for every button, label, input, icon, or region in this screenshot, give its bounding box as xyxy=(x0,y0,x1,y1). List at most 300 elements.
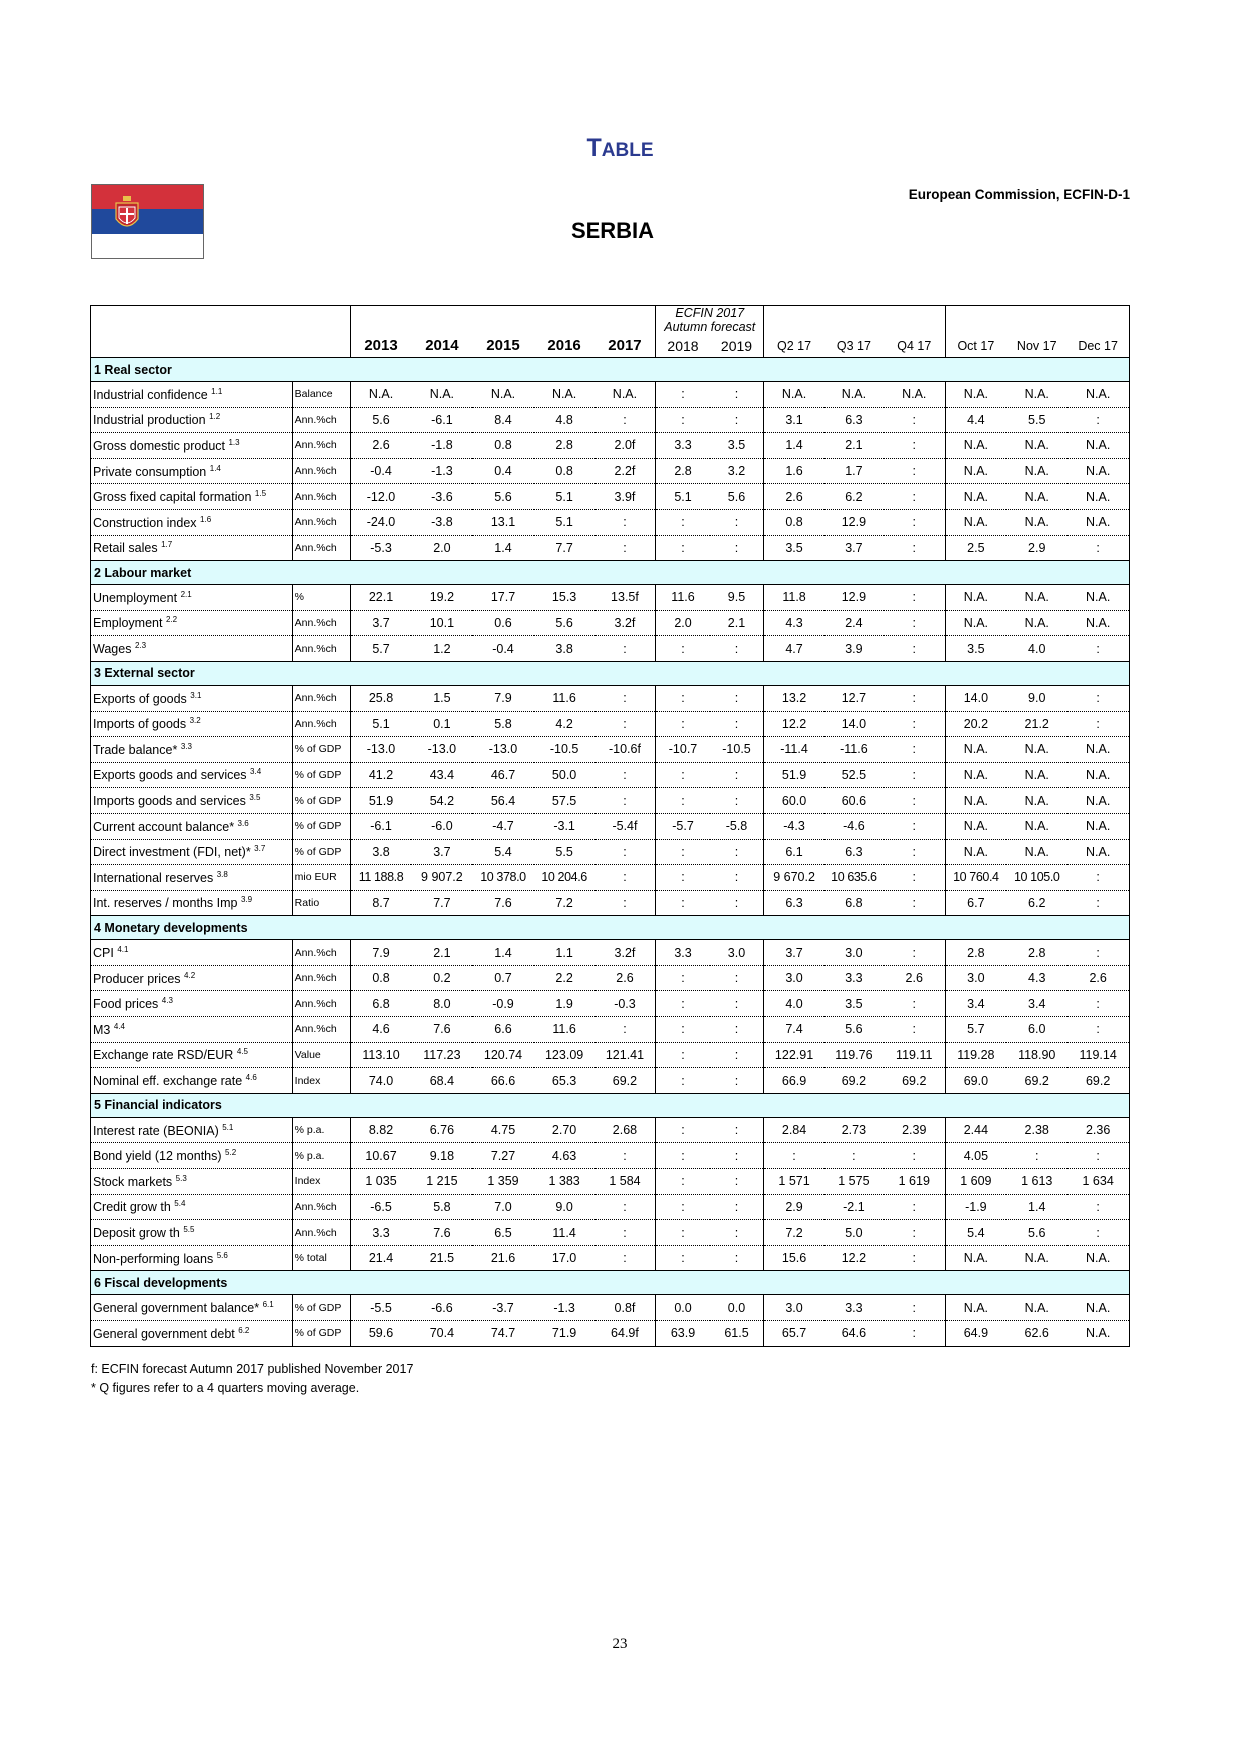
row-footnote-ref: 4.3 xyxy=(161,996,173,1006)
table-cell: : xyxy=(656,407,710,433)
column-header: Q4 17 xyxy=(897,338,932,353)
table-cell: : xyxy=(884,940,945,966)
table-cell: : xyxy=(710,407,764,433)
table-cell: 2.8 xyxy=(656,458,710,484)
row-unit: % of GDP xyxy=(292,1295,350,1321)
table-cell: : xyxy=(1067,991,1129,1017)
column-header: 2018 xyxy=(656,334,710,358)
section-title: 1 Real sector xyxy=(91,358,1130,382)
table-cell: : xyxy=(710,1194,764,1220)
table-cell: 50.0 xyxy=(534,762,595,788)
table-cell: : xyxy=(595,1194,656,1220)
table-cell: 3.9f xyxy=(595,484,656,510)
table-row xyxy=(91,788,1130,814)
row-unit: Balance xyxy=(292,382,350,408)
table-cell: 3.4 xyxy=(945,991,1006,1017)
row-label-text: Retail sales xyxy=(93,541,158,556)
table-cell: 6.76 xyxy=(411,1117,472,1143)
row-unit: Ann.%ch xyxy=(292,610,350,636)
section-title: 5 Financial indicators xyxy=(91,1093,1130,1117)
table-cell: -10.6f xyxy=(595,737,656,763)
table-cell: 66.6 xyxy=(472,1068,533,1094)
table-cell: 7.9 xyxy=(472,685,533,711)
column-header: 2016 xyxy=(547,337,581,354)
table-cell: N.A. xyxy=(945,1295,1006,1321)
table-cell: : xyxy=(595,407,656,433)
table-cell: -1.8 xyxy=(411,433,472,459)
table-cell: 3.7 xyxy=(411,839,472,865)
section-header xyxy=(91,1093,1130,1117)
row-unit: Ratio xyxy=(292,890,350,916)
table-cell: 119.11 xyxy=(884,1042,945,1068)
table-cell: : xyxy=(710,382,764,408)
table-cell: 7.2 xyxy=(764,1220,824,1246)
table-cell: : xyxy=(1067,1017,1129,1043)
table-cell: N.A. xyxy=(945,484,1006,510)
table-cell: : xyxy=(656,965,710,991)
table-cell: 6.5 xyxy=(472,1220,533,1246)
row-footnote-ref: 5.1 xyxy=(222,1122,234,1132)
table-cell: N.A. xyxy=(945,585,1006,611)
table-cell: 6.3 xyxy=(764,890,824,916)
header-blank xyxy=(472,306,533,335)
table-cell: 21.5 xyxy=(411,1245,472,1271)
table-cell: 3.4 xyxy=(1006,991,1067,1017)
table-cell: 2.8 xyxy=(534,433,595,459)
header-blank xyxy=(534,306,595,335)
table-cell: : xyxy=(1067,890,1129,916)
table-cell: 0.0 xyxy=(656,1295,710,1321)
table-cell: 0.0 xyxy=(710,1295,764,1321)
table-cell: 57.5 xyxy=(534,788,595,814)
row-label-text: Trade balance* xyxy=(93,743,178,757)
table-cell: 119.14 xyxy=(1067,1042,1129,1068)
row-unit: Index xyxy=(292,1169,350,1195)
table-cell: 0.7 xyxy=(472,965,533,991)
table-cell: -5.3 xyxy=(350,535,411,561)
table-cell: 3.5 xyxy=(764,535,824,561)
table-cell: 8.4 xyxy=(472,407,533,433)
page-number: 23 xyxy=(612,1636,628,1652)
table-cell: -6.5 xyxy=(350,1194,411,1220)
table-row xyxy=(91,813,1130,839)
row-footnote-ref: 3.2 xyxy=(189,716,201,726)
table-cell: -3.8 xyxy=(411,509,472,535)
table-cell: 2.38 xyxy=(1006,1117,1067,1143)
table-row xyxy=(91,839,1130,865)
table-cell: : xyxy=(884,433,945,459)
table-cell: 43.4 xyxy=(411,762,472,788)
table-cell: 2.44 xyxy=(945,1117,1006,1143)
row-unit: Ann.%ch xyxy=(292,636,350,662)
table-cell: -10.5 xyxy=(710,737,764,763)
table-cell: 6.8 xyxy=(824,890,884,916)
column-header: Q2 17 xyxy=(764,334,824,358)
table-cell: 65.7 xyxy=(764,1321,824,1347)
row-label-text: Non-performing loans xyxy=(93,1251,214,1266)
table-cell: : xyxy=(884,1295,945,1321)
table-cell: 59.6 xyxy=(350,1321,411,1347)
table-cell: 2.6 xyxy=(884,965,945,991)
table-row xyxy=(91,1068,1130,1094)
column-header: Oct 17 xyxy=(945,334,1006,358)
table-cell: 12.2 xyxy=(764,711,824,737)
table-cell: : xyxy=(595,535,656,561)
table-row xyxy=(91,711,1130,737)
table-cell: 17.7 xyxy=(472,585,533,611)
row-unit: Ann.%ch xyxy=(292,407,350,433)
table-cell: : xyxy=(884,1245,945,1271)
table-cell: 3.0 xyxy=(710,940,764,966)
table-cell: 3.7 xyxy=(824,535,884,561)
table-row xyxy=(91,509,1130,535)
table-cell: : xyxy=(884,610,945,636)
table-cell: : xyxy=(710,991,764,1017)
page-heading xyxy=(0,134,1240,163)
table-cell: -3.7 xyxy=(472,1295,533,1321)
table-cell: 2.36 xyxy=(1067,1117,1129,1143)
table-cell: : xyxy=(1067,407,1129,433)
column-header: 2013 xyxy=(350,334,411,358)
row-label xyxy=(91,1220,293,1246)
table-cell: 69.2 xyxy=(824,1068,884,1094)
table-cell: 3.5 xyxy=(945,636,1006,662)
row-label-text: Producer prices xyxy=(93,971,181,986)
country-title: SERBIA xyxy=(570,218,655,243)
row-label-text: Industrial production xyxy=(93,413,206,428)
row-footnote-ref: 3.8 xyxy=(216,869,228,879)
row-label xyxy=(91,610,293,636)
table-cell: 56.4 xyxy=(472,788,533,814)
table-cell: 68.4 xyxy=(411,1068,472,1094)
table-row xyxy=(91,1245,1130,1271)
table-cell: : xyxy=(595,685,656,711)
table-cell: N.A. xyxy=(1067,1245,1129,1271)
row-label-text: Imports of goods xyxy=(93,717,187,732)
header-blank xyxy=(91,334,293,358)
table-row xyxy=(91,484,1130,510)
table-cell: 5.1 xyxy=(350,711,411,737)
table-cell: : xyxy=(656,1169,710,1195)
table-cell: 8.7 xyxy=(350,890,411,916)
row-unit: Ann.%ch xyxy=(292,991,350,1017)
table-cell: 1.4 xyxy=(472,940,533,966)
table-cell: 7.6 xyxy=(411,1017,472,1043)
table-cell: : xyxy=(656,535,710,561)
table-cell: : xyxy=(595,1220,656,1246)
table-cell: 21.6 xyxy=(472,1245,533,1271)
row-label-text: Nominal eff. exchange rate xyxy=(93,1074,243,1089)
table-cell: -0.4 xyxy=(472,636,533,662)
table-cell: : xyxy=(710,636,764,662)
table-cell: 60.0 xyxy=(764,788,824,814)
table-cell: : xyxy=(884,535,945,561)
table-cell: 2.8 xyxy=(945,940,1006,966)
table-cell: N.A. xyxy=(1067,433,1129,459)
table-cell: 10.67 xyxy=(350,1143,411,1169)
table-cell: : xyxy=(1006,1143,1067,1169)
table-bottom-border xyxy=(91,1346,1130,1347)
table-cell: 6.2 xyxy=(1006,890,1067,916)
row-label xyxy=(91,1068,293,1094)
table-cell: 12.7 xyxy=(824,685,884,711)
table-cell: 0.8 xyxy=(764,509,824,535)
table-row xyxy=(91,1017,1130,1043)
row-label xyxy=(91,382,293,408)
row-unit: % xyxy=(292,585,350,611)
table-cell: 20.2 xyxy=(945,711,1006,737)
table-cell: 2.6 xyxy=(595,965,656,991)
table-cell: -5.5 xyxy=(350,1295,411,1321)
table-cell: : xyxy=(710,711,764,737)
table-cell: N.A. xyxy=(1006,762,1067,788)
table-cell: : xyxy=(656,1017,710,1043)
table-cell: 3.3 xyxy=(824,965,884,991)
table-cell: 119.28 xyxy=(945,1042,1006,1068)
table-cell: 1.4 xyxy=(1006,1194,1067,1220)
table-cell: -5.8 xyxy=(710,813,764,839)
table-cell: : xyxy=(1067,535,1129,561)
table-cell: N.A. xyxy=(1067,788,1129,814)
row-label-text: Exports of goods xyxy=(93,691,187,706)
table-cell: 5.8 xyxy=(411,1194,472,1220)
heading-initial: T xyxy=(586,134,602,162)
table-cell: 10.1 xyxy=(411,610,472,636)
row-unit: % total xyxy=(292,1245,350,1271)
table-row xyxy=(91,685,1130,711)
table-cell: 121.41 xyxy=(595,1042,656,1068)
row-footnote-ref: 1.2 xyxy=(209,412,221,422)
row-label-text: Interest rate (BEONIA) xyxy=(93,1123,219,1138)
table-cell: 0.8 xyxy=(350,965,411,991)
table-cell: : xyxy=(595,839,656,865)
table-cell: 1.7 xyxy=(824,458,884,484)
table-row xyxy=(91,1143,1130,1169)
table-cell: 7.7 xyxy=(411,890,472,916)
row-footnote-ref: 1.1 xyxy=(211,386,223,396)
table-cell: 5.1 xyxy=(656,484,710,510)
table-cell: N.A. xyxy=(945,762,1006,788)
table-row xyxy=(91,1117,1130,1143)
table-cell: 0.6 xyxy=(472,610,533,636)
table-cell: 12.2 xyxy=(824,1245,884,1271)
table-cell: 2.6 xyxy=(764,484,824,510)
row-label-text: General government debt xyxy=(93,1326,235,1341)
table-cell: 65.3 xyxy=(534,1068,595,1094)
row-label-text: Credit grow th xyxy=(93,1200,171,1215)
table-cell: : xyxy=(656,509,710,535)
table-cell: N.A. xyxy=(1006,610,1067,636)
row-unit: Ann.%ch xyxy=(292,458,350,484)
table-cell: 2.1 xyxy=(824,433,884,459)
table-cell: : xyxy=(595,711,656,737)
table-cell: 2.6 xyxy=(1067,965,1129,991)
table-cell: 5.6 xyxy=(350,407,411,433)
table-cell: : xyxy=(710,685,764,711)
table-row xyxy=(91,433,1130,459)
table-cell: N.A. xyxy=(1067,813,1129,839)
table-cell: N.A. xyxy=(1067,585,1129,611)
table-cell: 3.1 xyxy=(764,407,824,433)
table-cell: 10 378.0 xyxy=(472,865,533,891)
row-footnote-ref: 4.6 xyxy=(245,1072,257,1082)
table-cell: 4.8 xyxy=(534,407,595,433)
table-cell: 4.2 xyxy=(534,711,595,737)
row-footnote-ref: 1.5 xyxy=(254,489,267,499)
table-cell: 69.2 xyxy=(1006,1068,1067,1094)
table-cell: 117.23 xyxy=(411,1042,472,1068)
table-cell: : xyxy=(710,1068,764,1094)
row-label xyxy=(91,1117,293,1143)
row-label xyxy=(91,737,293,763)
table-cell: 74.0 xyxy=(350,1068,411,1094)
row-label-text: Exchange rate RSD/EUR xyxy=(93,1048,234,1063)
table-cell: 1.4 xyxy=(472,535,533,561)
table-cell: : xyxy=(884,1143,945,1169)
table-cell: : xyxy=(1067,1220,1129,1246)
table-cell: N.A. xyxy=(1067,382,1129,408)
table-cell: 5.6 xyxy=(710,484,764,510)
flag-red-stripe xyxy=(92,185,203,209)
table-cell: 1 619 xyxy=(884,1169,945,1195)
row-label xyxy=(91,585,293,611)
row-footnote-ref: 4.1 xyxy=(117,945,129,954)
table-cell: 10 635.6 xyxy=(824,865,884,891)
table-cell: 1 634 xyxy=(1067,1169,1129,1195)
table-cell: : xyxy=(710,1220,764,1246)
table-cell: 64.6 xyxy=(824,1321,884,1347)
table-cell: : xyxy=(656,865,710,891)
table-cell: 9.0 xyxy=(1006,685,1067,711)
table-cell: : xyxy=(656,1068,710,1094)
table-cell: : xyxy=(764,1143,824,1169)
table-cell: : xyxy=(656,1117,710,1143)
table-cell: : xyxy=(710,1245,764,1271)
row-footnote-ref: 3.9 xyxy=(240,895,253,905)
table-cell: 10 204.6 xyxy=(534,865,595,891)
table-cell: -0.9 xyxy=(472,991,533,1017)
table-cell: 17.0 xyxy=(534,1245,595,1271)
row-label-text: CPI xyxy=(93,946,114,961)
row-unit: % of GDP xyxy=(292,813,350,839)
table-cell: 2.84 xyxy=(764,1117,824,1143)
table-cell: : xyxy=(884,509,945,535)
table-cell: : xyxy=(656,1194,710,1220)
table-cell: : xyxy=(884,813,945,839)
table-cell: : xyxy=(710,535,764,561)
row-footnote-ref: 4.2 xyxy=(184,970,196,980)
table-cell: : xyxy=(884,762,945,788)
table-cell: -5.4f xyxy=(595,813,656,839)
table-cell: N.A. xyxy=(945,813,1006,839)
table-cell: 52.5 xyxy=(824,762,884,788)
forecast-title-line1: ECFIN 2017 xyxy=(675,306,745,320)
table-cell: : xyxy=(1067,636,1129,662)
table-cell: 9.0 xyxy=(534,1194,595,1220)
table-row xyxy=(91,965,1130,991)
table-cell: N.A. xyxy=(945,433,1006,459)
table-cell: 64.9 xyxy=(945,1321,1006,1347)
table-cell: : xyxy=(884,1321,945,1347)
row-label xyxy=(91,685,293,711)
table-row xyxy=(91,1295,1130,1321)
table-cell: N.A. xyxy=(945,788,1006,814)
table-cell: 4.63 xyxy=(534,1143,595,1169)
table-cell: : xyxy=(1067,940,1129,966)
table-cell: 11.8 xyxy=(764,585,824,611)
column-header: 2015 xyxy=(486,337,520,354)
table-cell: 6.8 xyxy=(350,991,411,1017)
row-unit: Ann.%ch xyxy=(292,535,350,561)
table-cell: 1 575 xyxy=(824,1169,884,1195)
table-cell: 6.2 xyxy=(824,484,884,510)
row-label xyxy=(91,433,293,459)
table-cell: -1.3 xyxy=(534,1295,595,1321)
table-cell: 6.6 xyxy=(472,1017,533,1043)
table-cell: 19.2 xyxy=(411,585,472,611)
table-cell: 3.3 xyxy=(656,940,710,966)
table-cell: 3.3 xyxy=(656,433,710,459)
table-cell: 6.3 xyxy=(824,407,884,433)
row-footnote-ref: 1.3 xyxy=(228,437,240,447)
table-cell: 1 609 xyxy=(945,1169,1006,1195)
table-cell: : xyxy=(884,788,945,814)
table-cell: 41.2 xyxy=(350,762,411,788)
table-cell: : xyxy=(656,788,710,814)
table-cell: 5.7 xyxy=(945,1017,1006,1043)
row-label xyxy=(91,1169,293,1195)
table-cell: : xyxy=(710,1143,764,1169)
table-cell: -13.0 xyxy=(350,737,411,763)
table-cell: 1.1 xyxy=(534,940,595,966)
row-footnote-ref: 3.5 xyxy=(249,793,261,803)
table-cell: 51.9 xyxy=(764,762,824,788)
table-cell: 25.8 xyxy=(350,685,411,711)
table-cell: 12.9 xyxy=(824,585,884,611)
table-cell: 15.3 xyxy=(534,585,595,611)
row-label xyxy=(91,1245,293,1271)
table-cell: 5.6 xyxy=(534,610,595,636)
table-cell: N.A. xyxy=(1067,458,1129,484)
table-row xyxy=(91,890,1130,916)
table-cell: -4.7 xyxy=(472,813,533,839)
table-cell: N.A. xyxy=(945,382,1006,408)
header-blank xyxy=(292,306,350,335)
table-row xyxy=(91,865,1130,891)
table-cell: 1.9 xyxy=(534,991,595,1017)
table-row xyxy=(91,1220,1130,1246)
table-cell: N.A. xyxy=(1006,737,1067,763)
table-cell: 2.0f xyxy=(595,433,656,459)
table-cell: : xyxy=(884,737,945,763)
table-cell: 5.7 xyxy=(350,636,411,662)
row-label-text: M3 xyxy=(93,1022,111,1037)
row-label-text: Bond yield (12 months) xyxy=(93,1149,222,1164)
row-unit: % of GDP xyxy=(292,737,350,763)
row-footnote-ref: 5.2 xyxy=(225,1148,237,1158)
table-cell: N.A. xyxy=(1006,458,1067,484)
section-title: 6 Fiscal developments xyxy=(91,1271,1130,1295)
table-cell: 2.0 xyxy=(656,610,710,636)
table-cell: 6.7 xyxy=(945,890,1006,916)
table-cell: 5.8 xyxy=(472,711,533,737)
section-title: 3 External sector xyxy=(91,661,1130,685)
table-cell: 62.6 xyxy=(1006,1321,1067,1347)
table-cell: : xyxy=(595,1143,656,1169)
table-cell: 3.5 xyxy=(710,433,764,459)
table-cell: 10 760.4 xyxy=(945,865,1006,891)
row-unit: % of GDP xyxy=(292,839,350,865)
